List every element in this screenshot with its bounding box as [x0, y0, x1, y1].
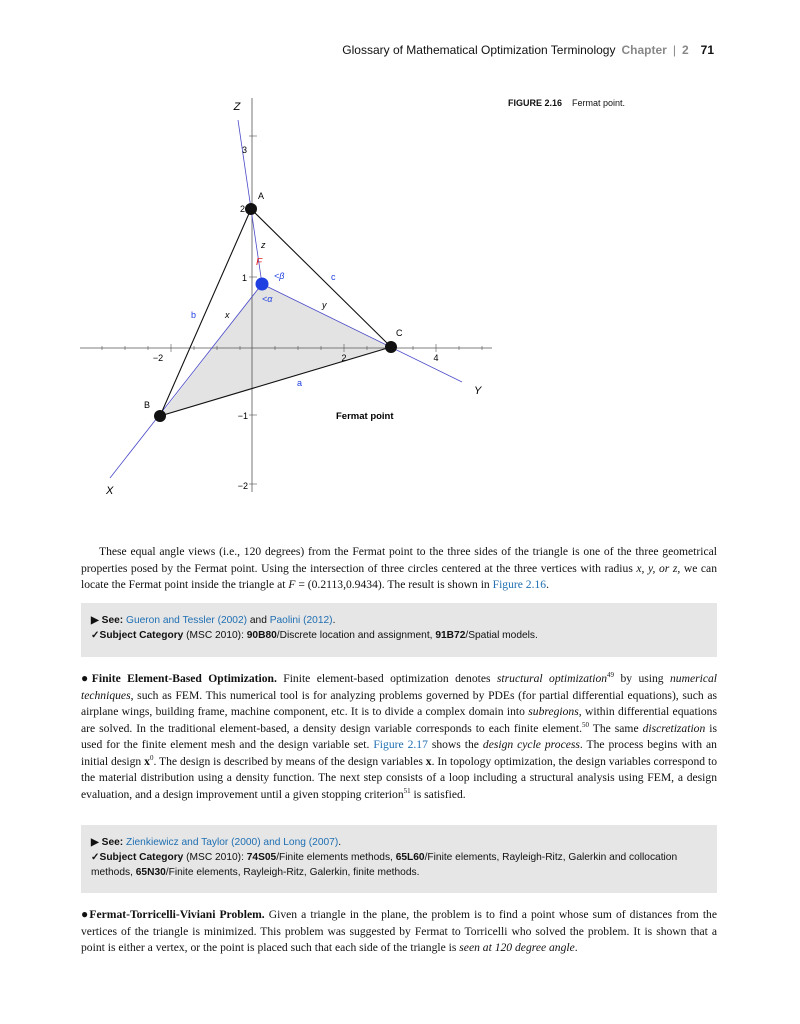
subject-line [91, 850, 703, 880]
entry-italic: structural optimization [496, 672, 608, 685]
header-separator: | [672, 43, 676, 57]
subject-label: ✓Subject Category [91, 630, 184, 641]
y-tick-label: −2 [237, 481, 248, 491]
entry-term: Fermat-Torricelli-Viviani Problem. [89, 908, 265, 921]
vertex-a-label: A [258, 191, 265, 201]
see-and: and [247, 615, 270, 626]
para1-vars: x, y, or z, [636, 561, 681, 575]
chapter-number: 2 [681, 43, 689, 57]
figure-caption-text: Fermat point. [572, 98, 626, 108]
entry-text: is satisfied. [410, 787, 466, 801]
msc-label: (MSC 2010): [183, 852, 247, 863]
x-tick-label: −2 [152, 353, 164, 363]
vertex-c-label: C [396, 328, 403, 338]
figure-link[interactable]: Figure 2.16 [492, 578, 547, 591]
msc-desc: /Discrete location and assignment, [276, 630, 436, 641]
footnote-ref[interactable]: 50 [581, 720, 589, 729]
entry-italic: numerical techniques [81, 672, 717, 702]
shaded-triangle [160, 284, 391, 416]
figure-link[interactable]: Figure 2.17 [373, 738, 428, 751]
fermat-paragraph [81, 544, 717, 594]
entry-text: . The process begins with an initial design [81, 738, 717, 768]
msc-code: 74S05 [246, 852, 277, 863]
see-also-box-2 [81, 825, 717, 893]
entry-italic: discretization [642, 721, 706, 735]
angle-beta-label: <β [274, 271, 285, 281]
para1-text-3: = (0.2113,0.9434). The result is shown in [295, 578, 493, 591]
msc-code: 65N30 [135, 867, 166, 878]
entry-text: . [574, 941, 578, 954]
figure-inner-title: Fermat point [336, 411, 394, 422]
fermat-point-label: F [256, 257, 263, 268]
msc-desc: /Finite elements methods, [276, 852, 396, 863]
entry-text: The same [588, 721, 643, 735]
entry-bold-var: x [144, 754, 150, 768]
segment-z-label: z [261, 240, 266, 250]
see-label: ▶ See: [91, 615, 124, 626]
y-axis-label: Y [474, 385, 482, 397]
entry-italic: design cycle process [482, 738, 580, 751]
entry-text: by using [614, 672, 670, 685]
vertex-b-label: B [144, 400, 151, 410]
msc-desc: /Spatial models. [465, 630, 538, 641]
ref-link[interactable]: Zienkiewicz and Taylor (2000) and Long (2007) [126, 837, 339, 848]
x-tick-label: 2 [341, 353, 347, 363]
y-tick-label: 1 [241, 273, 247, 283]
subject-label: ✓Subject Category [91, 852, 184, 863]
entry-text: , such as FEM. This numerical tool is for analyzing problems governed by PDEs (for partial differential equations), such as airplane wings, building frame, machine component, etc. It is to divide a complex domain into [81, 688, 717, 718]
z-axis-label: Z [233, 101, 241, 113]
para1-text-2: we can locate the Fermat point inside the triangle at [81, 561, 717, 591]
see-also-box-1 [81, 603, 717, 657]
msc-code: 90B80 [246, 630, 277, 641]
segment-x-label: x [225, 310, 230, 320]
entry-text: Finite element-based optimization denotes [276, 672, 497, 685]
side-c-label: c [331, 272, 336, 282]
finite-element-entry [81, 670, 717, 803]
side-a-label: a [297, 378, 303, 388]
see-label: ▶ See: [91, 837, 124, 848]
msc-code: 91B72 [435, 630, 466, 641]
vertex-b [154, 410, 166, 422]
entry-bullet: ● [81, 907, 90, 921]
footnote-ref[interactable]: 49 [607, 671, 615, 680]
para1-text-1: These equal angle views (i.e., 120 degrees) from the Fermat point to the three sides of the triangle is one of the three geometrical properties posed by the Fermat point. Using the intersection of three circles centered at the three vertices with radius [81, 545, 717, 575]
superscript: 0 [149, 753, 154, 762]
vertex-a [245, 203, 257, 215]
y-tick-label: −1 [237, 411, 248, 421]
entry-text: . The design is described by means of the design variables [153, 754, 426, 768]
running-title: Glossary of Mathematical Optimization Terminology [342, 43, 616, 57]
figure-caption-label: FIGURE 2.16 [508, 98, 563, 108]
segment-y-label: y [322, 300, 327, 310]
msc-desc: /Finite elements, Rayleigh-Ritz, Galerkin and collocation methods, [91, 852, 678, 878]
entry-italic: subregions [528, 705, 579, 718]
x-axis-label: X [106, 485, 114, 497]
y-tick-label: 3 [241, 145, 247, 155]
ref-link[interactable]: Gueron and Tessler (2002) [126, 615, 248, 626]
msc-label: (MSC 2010): [183, 630, 247, 641]
see-line [91, 613, 703, 628]
x-tick-label: 4 [433, 353, 439, 363]
side-b-label: b [191, 310, 197, 320]
msc-code: 65L60 [395, 852, 425, 863]
msc-desc: /Finite elements, Rayleigh-Ritz, Galerkin, finite methods. [165, 867, 420, 878]
entry-text: is used for the finite element mesh and the design variable set. [81, 721, 717, 751]
fermat-point [256, 278, 269, 291]
ref-link[interactable]: Paolini (2012) [269, 615, 333, 626]
y-tick-label: 2 [239, 204, 245, 214]
entry-text: . In topology optimization, the design variables correspond to the material distribution using a density function. The next step consists of a loop including a structural analysis using FEM, a design evaluation, and a design improvement until a given stopping criterion [81, 754, 717, 801]
footnote-ref[interactable]: 51 [403, 786, 411, 795]
vertex-c [385, 341, 397, 353]
fermat-torricelli-entry [81, 906, 717, 957]
fermat-point-figure [70, 90, 510, 510]
entry-text: Given a triangle in the plane, the problem is to find a point whose sum of distances from the vertices of the triangle is minimized. This problem was suggested by Fermat to Torricelli who solved the problem. It is shown that a point is either a vertex, or the point is placed such that each side of the triangle is [81, 908, 717, 954]
entry-text: shows the [427, 738, 483, 751]
entry-term: Finite Element-Based Optimization. [91, 672, 277, 685]
see-end: . [332, 615, 336, 626]
entry-italic: seen at 120 degree angle [459, 941, 575, 954]
page-number: 71 [700, 43, 714, 57]
para1-text-4: . [546, 578, 549, 591]
entry-text: , within differential equations are solved. In the traditional element-based, a density design variable corresponds to each finite element. [81, 705, 717, 735]
see-line [91, 835, 703, 850]
angle-alpha-label: <α [262, 294, 273, 304]
see-end: . [338, 837, 342, 848]
figure-caption [508, 98, 625, 108]
para1-fvar: F [288, 578, 296, 591]
entry-bold-var: x [425, 754, 432, 768]
subject-line [91, 628, 703, 643]
running-header [342, 43, 714, 57]
chapter-label: Chapter [621, 43, 667, 57]
entry-bullet: ● [81, 671, 92, 685]
